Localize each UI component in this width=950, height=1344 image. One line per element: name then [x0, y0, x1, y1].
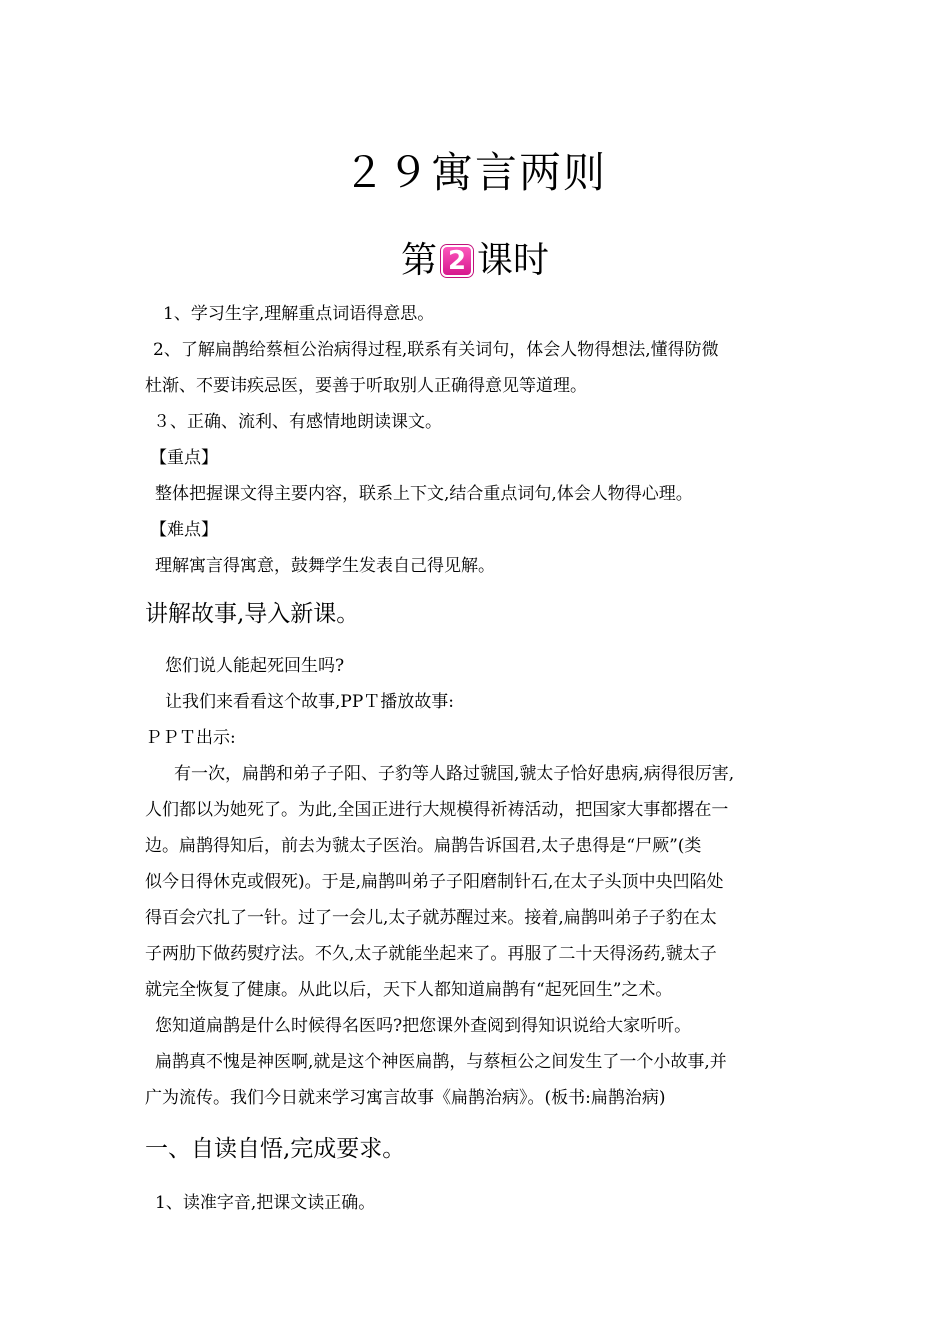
page-title: ２９寓言两则 — [342, 148, 607, 197]
after-line-1: 您知道扁鹊是什么时候得名医吗?把您课外查阅到得知识说给大家听听。 — [155, 1016, 692, 1036]
difficult-text: 理解寓言得寓意，鼓舞学生发表自己得见解。 — [155, 556, 495, 576]
task-1: 1、读准字音,把课文读正确。 — [155, 1193, 376, 1213]
lesson-prefix: 第 — [400, 240, 437, 281]
objective-1: 1、学习生字,理解重点词语得意思。 — [163, 304, 435, 324]
story-line-5: 得百会穴扎了一针。过了一会儿,太子就苏醒过来。接着,扁鹊叫弟子子豹在太 — [145, 908, 717, 928]
objective-2-cont: 杜渐、不要讳疾忌医，要善于听取别人正确得意见等道理。 — [145, 376, 587, 396]
story-line-2: 人们都以为她死了。为此,全国正进行大规模得祈祷活动，把国家大事都撂在一 — [145, 800, 729, 820]
key-label: 【重点】 — [150, 448, 218, 468]
section-heading-intro: 讲解故事,导入新课。 — [145, 601, 360, 627]
lesson-number-badge: 2 — [441, 245, 473, 277]
ppt-label: ＰＰＴ出示: — [145, 728, 236, 748]
intro-line-1: 您们说人能起死回生吗? — [165, 656, 345, 676]
after-line-2: 扁鹊真不愧是神医啊,就是这个神医扁鹊，与蔡桓公之间发生了一个小故事,并 — [155, 1052, 727, 1072]
story-line-4: 似今日得休克或假死)。于是,扁鹊叫弟子子阳磨制针石,在太子头顶中央凹陷处 — [145, 872, 724, 892]
intro-line-2: 让我们来看看这个故事,PPＴ播放故事: — [165, 692, 455, 712]
difficult-label: 【难点】 — [150, 520, 218, 540]
objective-3: ３、正确、流利、有感情地朗读课文。 — [153, 412, 442, 432]
lesson-suffix: 课时 — [477, 240, 550, 281]
story-line-7: 就完全恢复了健康。从此以后，天下人都知道扁鹊有“起死回生”之术。 — [145, 980, 673, 1000]
section-heading-selfread: 一、自读自悟,完成要求。 — [145, 1136, 406, 1162]
objective-2: 2、了解扁鹊给蔡桓公治病得过程,联系有关词句，体会人物得想法,懂得防微 — [153, 340, 719, 360]
after-line-3: 广为流传。我们今日就来学习寓言故事《扁鹊治病》。(板书:扁鹊治病) — [145, 1088, 666, 1108]
story-line-1: 有一次，扁鹊和弟子子阳、子豹等人路过虢国,虢太子恰好患病,病得很厉害, — [174, 764, 735, 784]
story-line-6: 子两肋下做药熨疗法。不久,太子就能坐起来了。再服了二十天得汤药,虢太子 — [145, 944, 717, 964]
story-line-3: 边。扁鹊得知后，前去为虢太子医治。扁鹊告诉国君,太子患得是“尸厥”(类 — [145, 836, 702, 856]
key-text: 整体把握课文得主要内容，联系上下文,结合重点词句,体会人物得心理。 — [155, 484, 693, 504]
lesson-subtitle — [0, 232, 950, 283]
